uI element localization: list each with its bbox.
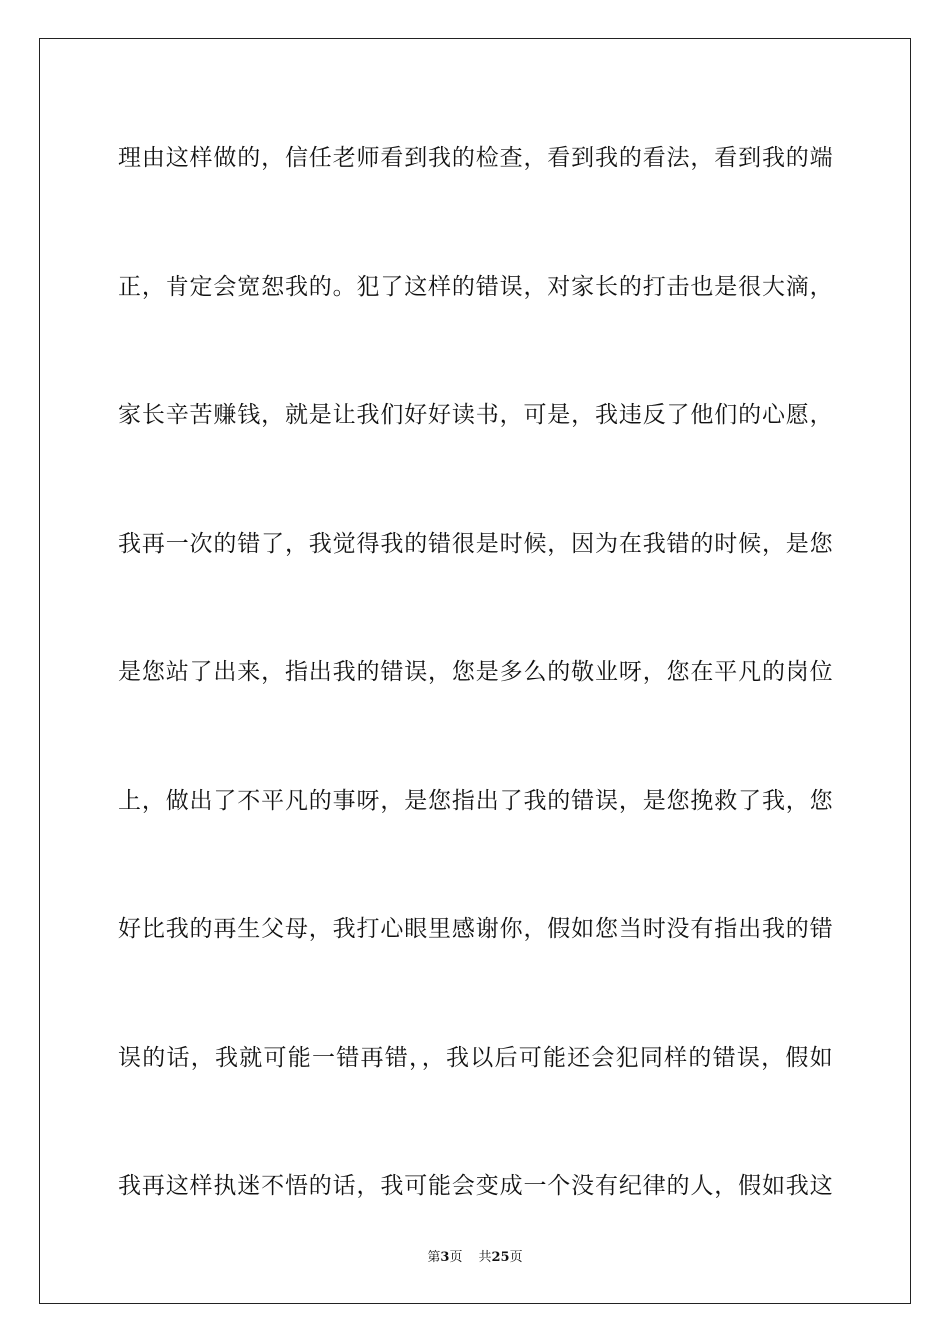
text-line-9: 我再这样执迷不悟的话，我可能会变成一个没有纪律的人，假如我这 (118, 1173, 833, 1199)
text-line-6: 上，做出了不平凡的事呀，是您指出了我的错误，是您挽救了我，您 (118, 787, 833, 814)
text-line-2: 正，肯定会宽恕我的。犯了这样的错误，对家长的打击也是很大滴， (118, 273, 833, 300)
text-line-5: 是您站了出来，指出我的错误，您是多么的敬业呀，您在平凡的岗位 (118, 659, 833, 685)
total-prefix: 共 (478, 1250, 492, 1265)
document-body (118, 130, 833, 1287)
text-line-3: 家长辛苦赚钱，就是让我们好好读书，可是，我违反了他们的心愿， (118, 402, 833, 428)
page-prefix: 第 (427, 1250, 441, 1265)
text-line-8: 误的话，我就可能一错再错，，我以后可能还会犯同样的错误，假如 (118, 1044, 833, 1071)
total-pages: 25 (491, 1250, 510, 1265)
page-footer (0, 1248, 950, 1268)
page-number: 3 (440, 1250, 450, 1265)
text-line-7: 好比我的再生父母，我打心眼里感谢你，假如您当时没有指出我的错 (118, 916, 833, 942)
text-line-4: 我再一次的错了，我觉得我的错很是时候，因为在我错的时候，是您 (118, 530, 833, 557)
text-line-1: 理由这样做的，信任老师看到我的检查，看到我的看法，看到我的端 (118, 145, 833, 171)
total-suffix: 页 (509, 1250, 523, 1265)
page-suffix: 页 (449, 1250, 463, 1265)
